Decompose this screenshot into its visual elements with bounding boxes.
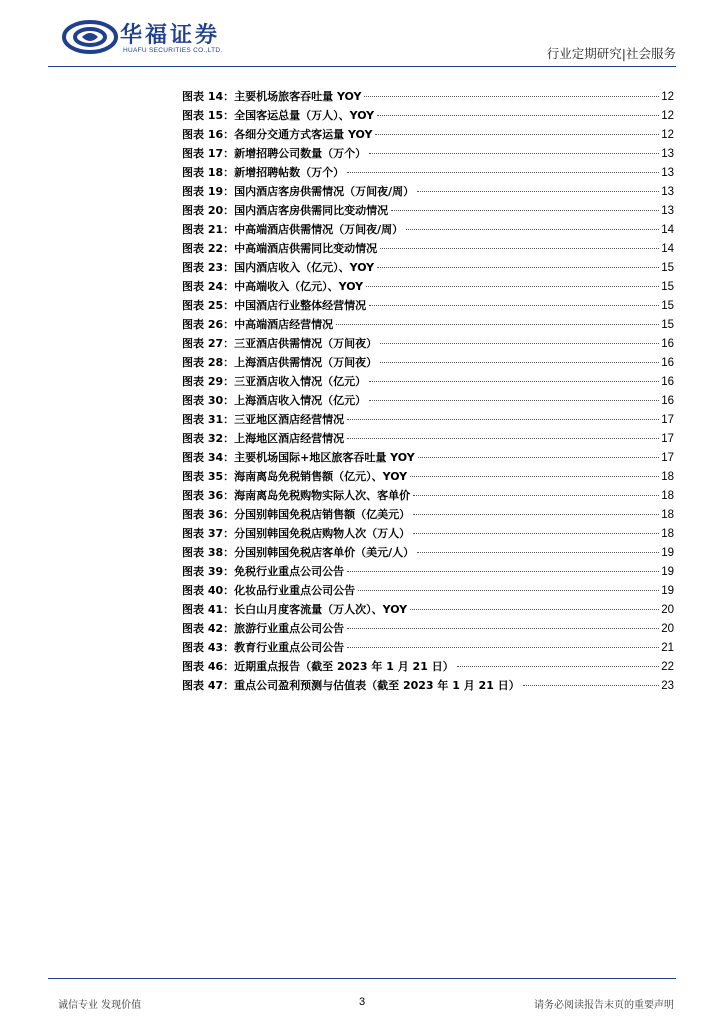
toc-entry-title: 中高端酒店供需同比变动情况 bbox=[234, 242, 378, 255]
toc-leader-dots bbox=[375, 134, 659, 135]
toc-entry-page: 18 bbox=[661, 509, 674, 521]
toc-entry[interactable] bbox=[182, 544, 674, 563]
toc-entry-title: 旅游行业重点公司公告 bbox=[234, 622, 345, 635]
toc-entry-title: 分国别韩国免税店销售额（亿美元） bbox=[234, 508, 411, 521]
toc-entry-label: 图表 30： bbox=[182, 394, 235, 407]
toc-entry-label: 图表 34： bbox=[182, 451, 235, 464]
toc-entry-label: 图表 23： bbox=[182, 261, 235, 274]
brand-subtitle: HUAFU SECURITIES CO.,LTD. bbox=[123, 47, 223, 54]
toc-entry[interactable] bbox=[182, 658, 674, 677]
toc-entry-title: 分国别韩国免税店购物人次（万人） bbox=[234, 527, 411, 540]
toc-entry[interactable] bbox=[182, 373, 674, 392]
toc-entry[interactable] bbox=[182, 126, 674, 145]
toc-entry-label: 图表 46： bbox=[182, 660, 235, 673]
report-type: 行业定期研究|社会服务 bbox=[546, 46, 676, 61]
toc-entry-page: 13 bbox=[661, 148, 674, 160]
toc-entry-page: 20 bbox=[661, 604, 674, 616]
toc-entry-label: 图表 29： bbox=[182, 375, 235, 388]
toc-entry-label: 图表 25： bbox=[182, 299, 235, 312]
brand-name: 华福证券 bbox=[120, 22, 221, 48]
toc-entry-label: 图表 16： bbox=[182, 128, 235, 141]
toc-entry-label: 图表 24： bbox=[182, 280, 235, 293]
toc-entry[interactable] bbox=[182, 183, 674, 202]
toc-entry-title: 新增招聘帖数（万个） bbox=[234, 166, 345, 179]
toc-entry-label: 图表 18： bbox=[182, 166, 235, 179]
toc-entry-label: 图表 35： bbox=[182, 470, 235, 483]
toc-entry-label: 图表 19： bbox=[182, 185, 235, 198]
toc-leader-dots bbox=[380, 248, 659, 249]
toc-entry-label: 图表 47： bbox=[182, 679, 235, 692]
toc-entry-title: 新增招聘公司数量（万个） bbox=[234, 147, 367, 160]
toc-entry-title: 上海酒店收入情况（亿元） bbox=[234, 394, 367, 407]
toc-entry-label: 图表 39： bbox=[182, 565, 235, 578]
toc-leader-dots bbox=[347, 571, 659, 572]
toc-entry-title: 中高端收入（亿元）、YOY bbox=[234, 280, 364, 293]
toc-entry-page: 15 bbox=[661, 319, 674, 331]
toc-leader-dots bbox=[377, 115, 659, 116]
toc-leader-dots bbox=[391, 210, 659, 211]
toc-entry-label: 图表 15： bbox=[182, 109, 235, 122]
toc-entry-title: 中高端酒店供需情况（万间夜/周） bbox=[234, 223, 404, 236]
toc-leader-dots bbox=[358, 590, 659, 591]
toc-entry-page: 16 bbox=[661, 338, 674, 350]
toc-leader-dots bbox=[457, 666, 660, 667]
toc-entry-title: 分国别韩国免税店客单价（美元/人） bbox=[234, 546, 415, 559]
toc-leader-dots bbox=[347, 438, 659, 439]
toc-entry-title: 海南离岛免税购物实际人次、客单价 bbox=[234, 489, 411, 502]
header-divider bbox=[48, 66, 676, 67]
toc-entry-page: 12 bbox=[661, 91, 674, 103]
toc-entry-title: 上海酒店供需情况（万间夜） bbox=[234, 356, 378, 369]
toc-entry[interactable] bbox=[182, 449, 674, 468]
toc-entry-page: 14 bbox=[661, 224, 674, 236]
toc-entry-page: 15 bbox=[661, 281, 674, 293]
toc-entry[interactable] bbox=[182, 506, 674, 525]
toc-entry[interactable] bbox=[182, 563, 674, 582]
toc-leader-dots bbox=[413, 514, 659, 515]
toc-entry-page: 14 bbox=[661, 243, 674, 255]
figure-list bbox=[182, 88, 674, 696]
toc-entry[interactable] bbox=[182, 88, 674, 107]
toc-entry-title: 三亚酒店供需情况（万间夜） bbox=[234, 337, 378, 350]
toc-entry-title: 三亚地区酒店经营情况 bbox=[234, 413, 345, 426]
footer-slogan: 诚信专业 发现价值 bbox=[58, 1000, 142, 1011]
toc-entry-page: 19 bbox=[661, 547, 674, 559]
toc-entry-title: 长白山月度客流量（万人次）、YOY bbox=[234, 603, 408, 616]
toc-entry[interactable] bbox=[182, 164, 674, 183]
toc-entry-label: 图表 22： bbox=[182, 242, 235, 255]
toc-entry-label: 图表 31： bbox=[182, 413, 235, 426]
toc-leader-dots bbox=[417, 552, 659, 553]
toc-entry[interactable] bbox=[182, 354, 674, 373]
page-number: 3 bbox=[358, 996, 366, 1008]
toc-entry-label: 图表 37： bbox=[182, 527, 235, 540]
toc-entry-title: 国内酒店客房供需情况（万间夜/周） bbox=[234, 185, 415, 198]
toc-leader-dots bbox=[413, 533, 659, 534]
toc-entry-title: 全国客运总量（万人）、YOY bbox=[234, 109, 375, 122]
toc-leader-dots bbox=[369, 381, 659, 382]
toc-leader-dots bbox=[377, 267, 659, 268]
toc-entry-page: 13 bbox=[661, 167, 674, 179]
toc-entry-title: 上海地区酒店经营情况 bbox=[234, 432, 345, 445]
toc-entry-title: 重点公司盈利预测与估值表（截至 2023 年 1 月 21 日） bbox=[234, 679, 520, 692]
toc-entry-title: 化妆品行业重点公司公告 bbox=[234, 584, 356, 597]
toc-entry[interactable] bbox=[182, 145, 674, 164]
toc-entry-label: 图表 36： bbox=[182, 508, 235, 521]
footer-disclaimer: 请务必阅读报告末页的重要声明 bbox=[534, 1000, 674, 1011]
toc-entry-title: 海南离岛免税销售额（亿元）、YOY bbox=[234, 470, 408, 483]
toc-entry-title: 国内酒店收入（亿元）、YOY bbox=[234, 261, 375, 274]
toc-leader-dots bbox=[369, 400, 659, 401]
toc-entry-label: 图表 36： bbox=[182, 489, 235, 502]
toc-entry-title: 国内酒店客房供需同比变动情况 bbox=[234, 204, 389, 217]
toc-leader-dots bbox=[523, 685, 660, 686]
huafu-logo-icon bbox=[62, 20, 118, 54]
toc-leader-dots bbox=[413, 495, 659, 496]
toc-leader-dots bbox=[417, 191, 659, 192]
toc-entry-label: 图表 38： bbox=[182, 546, 235, 559]
toc-entry-page: 15 bbox=[661, 262, 674, 274]
toc-leader-dots bbox=[347, 647, 659, 648]
toc-entry[interactable] bbox=[182, 202, 674, 221]
toc-entry-label: 图表 32： bbox=[182, 432, 235, 445]
toc-entry-label: 图表 40： bbox=[182, 584, 235, 597]
toc-entry-title: 三亚酒店收入情况（亿元） bbox=[234, 375, 367, 388]
toc-entry-page: 17 bbox=[661, 452, 674, 464]
toc-entry-title: 免税行业重点公司公告 bbox=[234, 565, 345, 578]
toc-leader-dots bbox=[347, 628, 659, 629]
toc-entry[interactable] bbox=[182, 335, 674, 354]
toc-entry-page: 19 bbox=[661, 566, 674, 578]
toc-leader-dots bbox=[336, 324, 659, 325]
toc-entry-page: 22 bbox=[661, 661, 674, 673]
toc-leader-dots bbox=[418, 457, 660, 458]
page-header bbox=[0, 0, 724, 70]
toc-leader-dots bbox=[410, 609, 659, 610]
toc-entry[interactable] bbox=[182, 107, 674, 126]
toc-entry-page: 16 bbox=[661, 395, 674, 407]
toc-entry-page: 17 bbox=[661, 414, 674, 426]
toc-entry[interactable] bbox=[182, 468, 674, 487]
toc-leader-dots bbox=[366, 286, 659, 287]
toc-entry[interactable] bbox=[182, 620, 674, 639]
toc-entry[interactable] bbox=[182, 392, 674, 411]
toc-entry-label: 图表 42： bbox=[182, 622, 235, 635]
toc-entry[interactable] bbox=[182, 601, 674, 620]
toc-entry-page: 16 bbox=[661, 376, 674, 388]
toc-entry-page: 18 bbox=[661, 528, 674, 540]
toc-entry[interactable] bbox=[182, 677, 674, 696]
toc-entry[interactable] bbox=[182, 278, 674, 297]
toc-leader-dots bbox=[410, 476, 659, 477]
toc-entry-label: 图表 43： bbox=[182, 641, 235, 654]
toc-entry[interactable] bbox=[182, 639, 674, 658]
toc-entry-label: 图表 28： bbox=[182, 356, 235, 369]
toc-entry[interactable] bbox=[182, 240, 674, 259]
toc-entry-title: 主要机场旅客吞吐量 YOY bbox=[234, 90, 362, 103]
toc-entry-label: 图表 26： bbox=[182, 318, 235, 331]
toc-entry-page: 13 bbox=[661, 205, 674, 217]
toc-entry[interactable] bbox=[182, 411, 674, 430]
toc-entry-title: 主要机场国际+地区旅客吞吐量 YOY bbox=[234, 451, 415, 464]
toc-entry[interactable] bbox=[182, 297, 674, 316]
toc-entry[interactable] bbox=[182, 221, 674, 240]
toc-entry-page: 18 bbox=[661, 490, 674, 502]
toc-entry[interactable] bbox=[182, 582, 674, 601]
toc-entry-label: 图表 20： bbox=[182, 204, 235, 217]
footer-divider bbox=[48, 978, 676, 979]
toc-entry-page: 16 bbox=[661, 357, 674, 369]
toc-entry-title: 中国酒店行业整体经营情况 bbox=[234, 299, 367, 312]
toc-entry[interactable] bbox=[182, 430, 674, 449]
toc-entry-title: 中高端酒店经营情况 bbox=[234, 318, 334, 331]
toc-entry[interactable] bbox=[182, 316, 674, 335]
toc-entry-page: 23 bbox=[661, 680, 674, 692]
toc-entry-page: 20 bbox=[661, 623, 674, 635]
toc-leader-dots bbox=[406, 229, 659, 230]
toc-entry[interactable] bbox=[182, 525, 674, 544]
toc-entry-label: 图表 14： bbox=[182, 90, 235, 103]
toc-entry-page: 12 bbox=[661, 110, 674, 122]
toc-entry-page: 18 bbox=[661, 471, 674, 483]
toc-leader-dots bbox=[380, 362, 659, 363]
toc-entry-label: 图表 27： bbox=[182, 337, 235, 350]
toc-entry-label: 图表 21： bbox=[182, 223, 235, 236]
toc-leader-dots bbox=[364, 96, 659, 97]
toc-entry-title: 近期重点报告（截至 2023 年 1 月 21 日） bbox=[234, 660, 454, 673]
toc-entry-title: 教育行业重点公司公告 bbox=[234, 641, 345, 654]
toc-leader-dots bbox=[369, 305, 659, 306]
toc-leader-dots bbox=[369, 153, 659, 154]
toc-entry-label: 图表 17： bbox=[182, 147, 235, 160]
toc-entry-label: 图表 41： bbox=[182, 603, 235, 616]
toc-entry-page: 13 bbox=[661, 186, 674, 198]
toc-entry-page: 21 bbox=[661, 642, 674, 654]
toc-entry-page: 17 bbox=[661, 433, 674, 445]
toc-entry-page: 12 bbox=[661, 129, 674, 141]
toc-leader-dots bbox=[380, 343, 659, 344]
toc-entry-page: 19 bbox=[661, 585, 674, 597]
toc-entry-page: 15 bbox=[661, 300, 674, 312]
toc-leader-dots bbox=[347, 419, 659, 420]
toc-entry-title: 各细分交通方式客运量 YOY bbox=[234, 128, 373, 141]
toc-entry[interactable] bbox=[182, 487, 674, 506]
toc-leader-dots bbox=[347, 172, 659, 173]
toc-entry[interactable] bbox=[182, 259, 674, 278]
